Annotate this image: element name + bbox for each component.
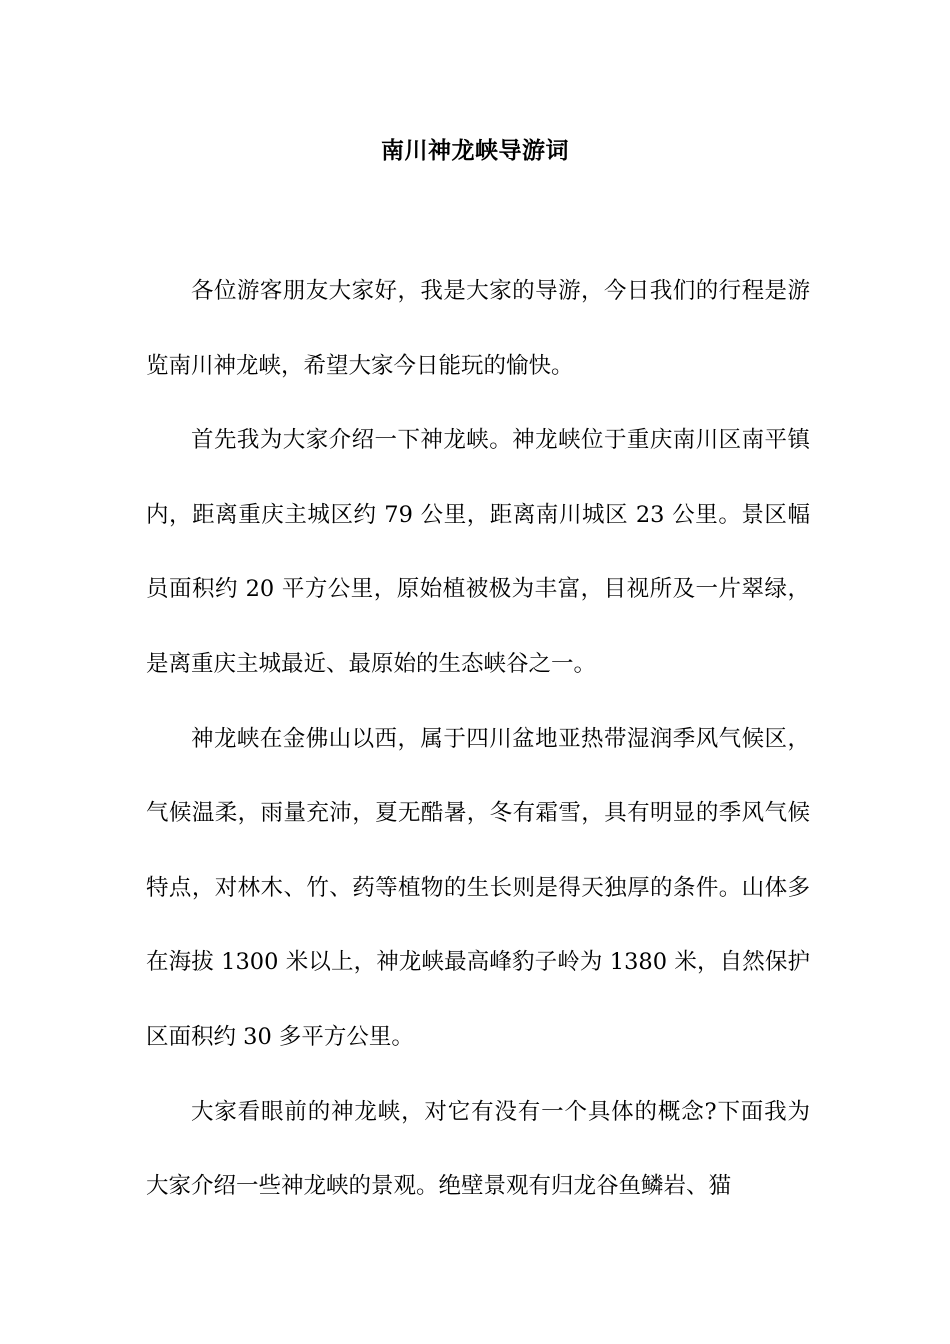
document-body (146, 254, 810, 1224)
paragraph-introduction: 首先我为大家介绍一下神龙峡。神龙峡位于重庆南川区南平镇内，距离重庆主城区约 79 公里，距离南川城区 23 公里。景区幅员面积约 20 平方公里，原始植被极为丰富，目视所及一片翠绿，是离重庆主城最近、最原始的生态峡谷之一。 (146, 427, 810, 677)
paragraph-greeting: 各位游客朋友大家好，我是大家的导游，今日我们的行程是游览南川神龙峡，希望大家今日能玩的愉快。 (146, 278, 810, 379)
paragraph-landscape: 大家看眼前的神龙峡，对它有没有一个具体的概念?下面我为大家介绍一些神龙峡的景观。绝壁景观有归龙谷鱼鳞岩、猫 (146, 1098, 810, 1200)
paragraph-climate: 神龙峡在金佛山以西，属于四川盆地亚热带湿润季风气候区，气候温柔，雨量充沛，夏无酷暑，冬有霜雪，具有明显的季风气候特点，对林木、竹、药等植物的生长则是得天独厚的条件。山体多在海拔 1300 米以上，神龙峡最高峰豹子岭为 1380 米，自然保护区面积约 30 多平方公里。 (146, 725, 810, 1050)
document-title: 南川神龙峡导游词 (381, 137, 569, 164)
